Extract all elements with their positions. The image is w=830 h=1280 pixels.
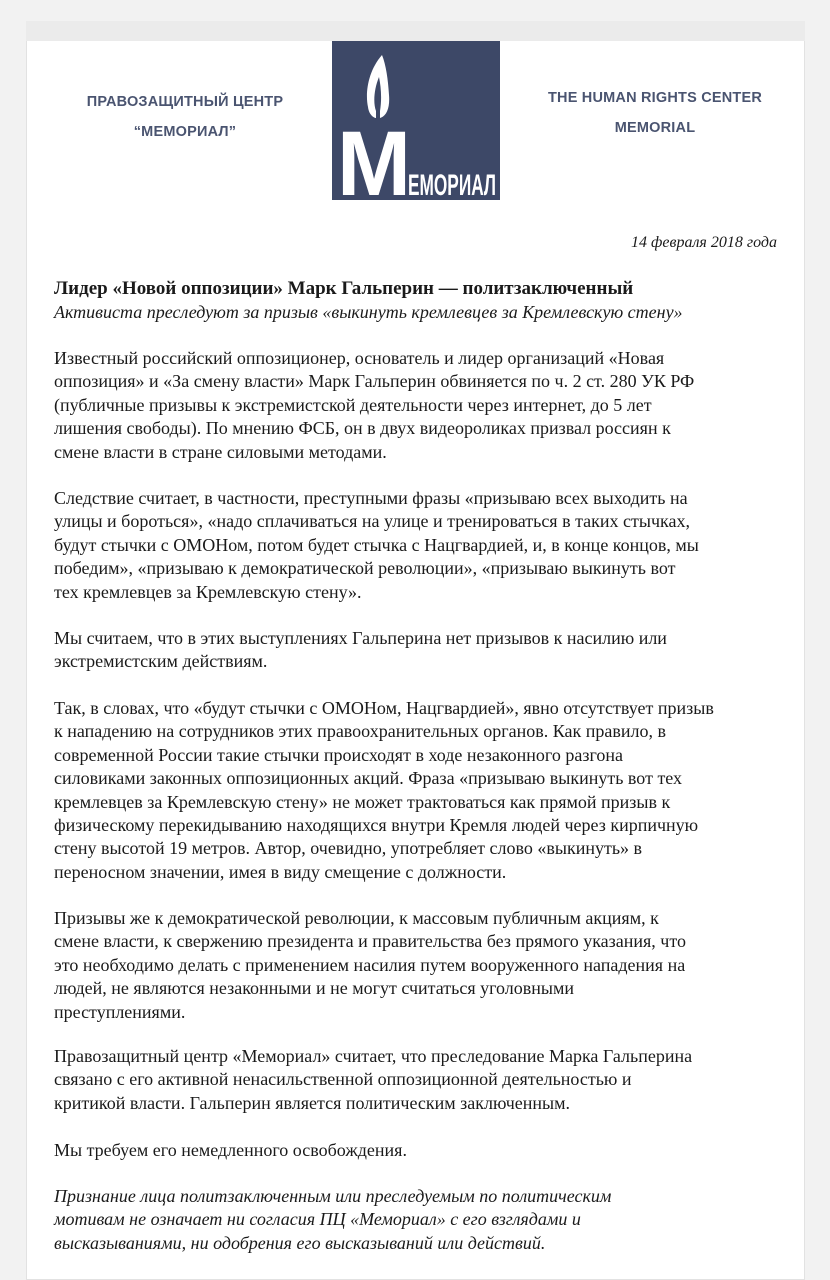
paragraph-line: преступлениями. (54, 1001, 186, 1022)
paragraph-line: кремлевцев за Кремлевскую стену» не может трактоваться как прямой призыв к (54, 791, 671, 812)
paragraph-3 (54, 627, 784, 674)
paragraph-line: людей, не являются незаконными и не могут считаться уголовными (54, 978, 575, 999)
header-left-org-name (40, 87, 330, 147)
document-subheadline: Активиста преследуют за призыв «выкинуть кремлевцев за Кремлевскую стену» (54, 302, 683, 322)
paragraph-line: высказываниями, ни одобрения его высказываний или действий. (54, 1232, 546, 1253)
paragraph-line: смене власти в стране силовыми методами. (54, 441, 387, 462)
paragraph-line: связано с его активной ненасильственной оппозиционной деятельностью и (54, 1069, 632, 1090)
logo-wordmark: ЕМОРИАЛ (408, 169, 496, 202)
paragraph-line: победим», «призываю к демократической революции», «призываю выкинуть вот (54, 558, 676, 579)
paragraph-line: Мы считаем, что в этих выступлениях Гальперина нет призывов к насилию или (54, 628, 667, 648)
paragraph-5 (54, 907, 784, 1024)
header-left-line-2: “МЕМОРИАЛ” (133, 124, 237, 140)
disclaimer-paragraph (54, 1185, 784, 1255)
paragraph-line: будут стычки с ОМОНом, потом будет стычка с Нацгвардией, и, в конце концов, мы (54, 534, 699, 555)
paragraph-2 (54, 487, 784, 604)
paragraph-line: современной России такие стычки происходят в ходе незаконного разгона (54, 744, 624, 765)
paragraph-line: оппозиция» и «За смену власти» Марк Гальперин обвиняется по ч. 2 ст. 280 УК РФ (54, 371, 695, 392)
paragraph-line: Так, в словах, что «будут стычки с ОМОНом, Нацгвардией», явно отсутствует призыв (54, 698, 714, 718)
paragraph-line: лишения свободы). По мнению ФСБ, он в двух видеороликах призвал россиян к (54, 418, 671, 439)
paragraph-line: Призывы же к демократической революции, к массовым публичным акциям, к (54, 908, 659, 928)
paragraph-line: критикой власти. Гальперин является политическим заключенным. (54, 1092, 571, 1113)
logo-m-letter: M (337, 113, 411, 215)
paragraph-line: силовиками законных оппозиционных акций. Фраза «призываю выкинуть вот тех (54, 768, 683, 789)
paragraph-7 (54, 1139, 784, 1162)
paragraph-line: улицы и бороться», «надо сплачиваться на улице и тренироваться в таких стычках, (54, 511, 691, 532)
paragraph-line: переносном значении, имея в виду смещение с должности. (54, 861, 507, 882)
paragraph-line: Следствие считает, в частности, преступными фразы «призываю всех выходить на (54, 488, 688, 508)
page-top-strip (26, 21, 805, 41)
header-right-line-1: THE HUMAN RIGHTS CENTER (547, 90, 763, 106)
paragraph-line: к нападению на сотрудников этих правоохранительных органов. Как правило, в (54, 721, 666, 742)
paragraph-line: это необходимо делать с применением насилия путем вооруженного нападения на (54, 954, 686, 975)
paragraph-line: стену высотой 19 метров. Автор, очевидно, употребляет слово «выкинуть» в (54, 838, 643, 859)
paragraph-6 (54, 1045, 784, 1115)
paragraph-line: Признание лица политзаключенным или преследуемым по политическим (54, 1186, 612, 1206)
paragraph-line: Мы требуем его немедленного освобождения. (54, 1140, 407, 1160)
paragraph-line: смене власти, к свержению президента и правительства без прямого указания, что (54, 931, 686, 952)
document-date: 14 февраля 2018 года (631, 234, 777, 251)
paragraph-line: Известный российский оппозиционер, основатель и лидер организаций «Новая (54, 348, 665, 368)
paragraph-line: мотивам не означает ни согласия ПЦ «Мемориал» с его взглядами и (54, 1209, 581, 1230)
header-right-org-name (505, 83, 805, 143)
header-right-line-2: MEMORIAL (614, 120, 696, 136)
header-left-line-1: ПРАВОЗАЩИТНЫЙ ЦЕНТР (86, 94, 284, 110)
paragraph-line: Правозащитный центр «Мемориал» считает, что преследование Марка Гальперина (54, 1046, 693, 1066)
paragraph-line: физическому перекидыванию находящихся внутри Кремля людей через кирпичную (54, 815, 699, 836)
paragraph-line: экстремистским действиям. (54, 651, 268, 672)
document-headline: Лидер «Новой оппозиции» Марк Гальперин — политзаключенный (54, 278, 634, 299)
paragraph-line: тех кремлевцев за Кремлевскую стену». (54, 581, 362, 602)
paragraph-line: (публичные призывы к экстремистской деятельности через интернет, до 5 лет (54, 394, 652, 415)
paragraph-1 (54, 347, 784, 464)
memorial-logo (332, 41, 500, 215)
paragraph-4 (54, 697, 784, 884)
